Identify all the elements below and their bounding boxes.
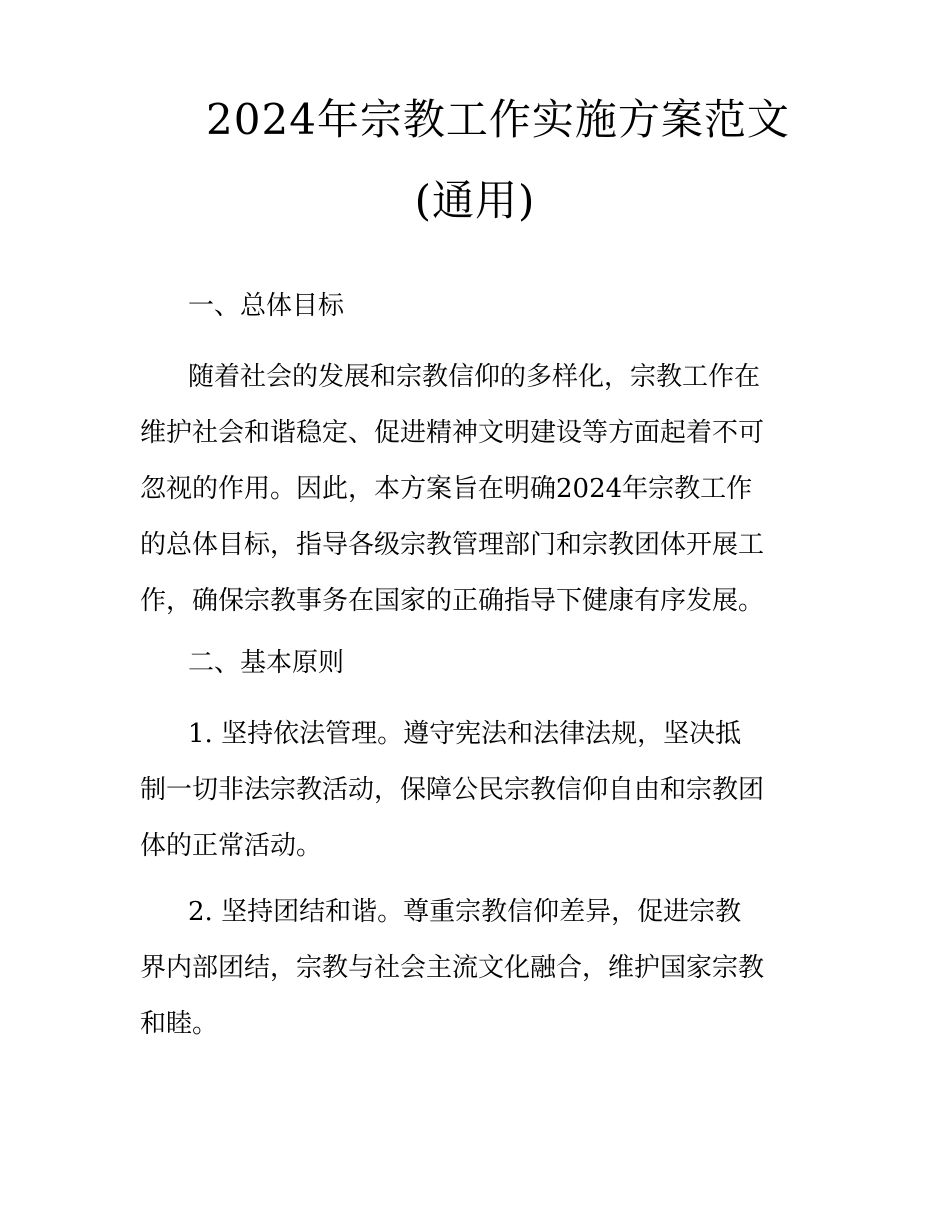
paragraph-line: 界内部团结，宗教与社会主流文化融合，维护国家宗教	[140, 953, 765, 983]
document-title-line-1: 2024年宗教工作实施方案范文	[206, 95, 790, 144]
paragraph-line: 忽视的作用。因此，本方案旨在明确2024年宗教工作	[140, 474, 753, 504]
paragraph-line: 的总体目标，指导各级宗教管理部门和宗教团体开展工	[140, 530, 765, 560]
section-heading-basic-principles: 二、基本原则	[188, 648, 345, 678]
paragraph-line: 作，确保宗教事务在国家的正确指导下健康有序发展。	[140, 586, 765, 616]
document-title-line-2: (通用)	[414, 176, 536, 225]
principle-2-paragraph	[140, 884, 820, 1052]
paragraph-line: 随着社会的发展和宗教信仰的多样化，宗教工作在	[188, 362, 761, 392]
paragraph-line: 2. 坚持团结和谐。尊重宗教信仰差异，促进宗教	[188, 897, 742, 927]
section-1-paragraph	[140, 349, 820, 629]
paragraph-line: 制一切非法宗教活动，保障公民宗教信仰自由和宗教团	[140, 775, 765, 805]
paragraph-line: 体的正常活动。	[140, 831, 323, 861]
paragraph-line: 和睦。	[140, 1009, 219, 1039]
paragraph-line: 1. 坚持依法管理。遵守宪法和法律法规，坚决抵	[188, 719, 742, 749]
section-heading-overall-goals: 一、总体目标	[188, 291, 345, 321]
paragraph-line: 维护社会和谐稳定、促进精神文明建设等方面起着不可	[140, 418, 765, 448]
principle-1-paragraph	[140, 706, 820, 874]
